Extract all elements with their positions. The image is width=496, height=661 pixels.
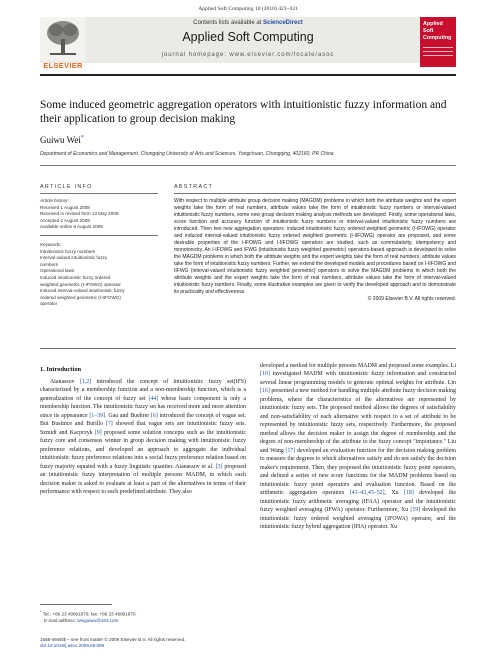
footnote-email-label: E-mail address: — [44, 617, 78, 623]
citation-link[interactable]: [18] — [404, 490, 414, 497]
divider — [40, 235, 158, 236]
cover-title-line: Computing — [423, 35, 452, 41]
body-text: introduced the concept of vague set. But Bustince and Burillo — [40, 412, 247, 428]
footnote-marker: * — [40, 610, 42, 614]
affiliation: Department of Economics and Management, Chongqing University of Arts and Sciences, Yongchuan, Chongqing, 402160, PR China — [40, 151, 334, 157]
abstract-heading: ABSTRACT — [174, 184, 214, 190]
body-text: presented a new method for handling multiple attribute fuzzy decision making problems, where the characteristics of the alternatives are represented by intuitionistic fuzzy sets. The proposed method allows the degrees of satisfiability and non-satisfiability of each alternative with respect to a set of attribute to be represented by intuitionistic fuzzy sets, respectively. Furthermore, the proposed method allows the decision maker to assign the degree of membership and the degree of non-membership of the attribute to the fuzzy concept "importance." Liu and Wang — [260, 388, 456, 454]
body-text: proposed an intuitionistic fuzzy interpretation of multiple persons MADM, in which each decision maker is asked to evaluate at least a part of the alternatives in terms of their performance with respect to each predefined attribute. They also — [40, 463, 246, 496]
running-head: Applied Soft Computing 10 (2010) 423–431 — [198, 6, 298, 12]
author-line — [40, 135, 84, 145]
keyword-item: Operational laws — [40, 268, 75, 274]
keyword-item: Interval-valued intuitionistic fuzzy — [40, 255, 108, 261]
citation-link[interactable]: [16] — [260, 388, 270, 395]
keyword-item: weighted geometric (I-IFOWG) operator — [40, 281, 121, 287]
body-text: investigated MADM with intuitionistic fuzzy information and constructed several linear programming models to generate optimal weights for attribute. Lin — [260, 371, 456, 386]
divider — [40, 165, 456, 166]
contents-prefix: Contents lists available at — [193, 20, 263, 26]
body-text: proposed some solution concepts such as the intuitionistic fuzzy core and consensus winner in group decision making with intuitionistic fuzzy preference relations, and developed an approach to aggregate the individual intuitionistic fuzzy preference relations into a social fuzzy preference relation based on fuzzy majority equated with a fuzzy linguistic quantier. Atanassov et al. — [40, 429, 246, 470]
body-text: Atanassov — [50, 379, 80, 385]
article-title: Some induced geometric aggregation operators with intuitionistic fuzzy information and their application to group decision making — [40, 99, 447, 125]
citation-link[interactable]: [10] — [260, 371, 270, 378]
keyword-item: Intuitionistic fuzzy numbers — [40, 248, 96, 254]
article-history — [40, 198, 158, 231]
body-text: introduced the concept of intuitionistic fuzzy set(IFS) characterized by a membership function and a non-membership function, which is a generalization of the concept of fuzzy set — [40, 379, 247, 402]
author-name: Guiwu Wei — [40, 135, 81, 145]
keyword-item: numbers — [40, 261, 58, 267]
keyword-item: Induced interval-valued intuitionistic fuzzy — [40, 288, 125, 294]
body-text: developed the intuitionistic fuzzy ordered weighted averaging (IFOWA) operator, and the intuitionistic fuzzy hybrid aggregation (IHA) operator. Xu — [260, 507, 456, 531]
citation-link[interactable]: [1–39] — [89, 412, 106, 419]
cover-stripe — [423, 47, 453, 48]
body-text: developed the intuitionistic fuzzy arithmetic averaging (IFAA) operator and the intuitionistic fuzzy weighted averaging (IFWA) operator. Furthermore, Xu — [260, 490, 456, 514]
body-text: showed that vague sets are intuitionistic fuzzy sets. Szmidt and Kacprzyk — [40, 421, 246, 436]
footnote — [40, 609, 250, 624]
divider — [40, 348, 456, 349]
keyword-item: operator — [40, 301, 58, 307]
abstract-text: With respect to multiple attribute group decision making (MAGDM) problems in which both the attribute weights and the expert weights take the form of real numbers, attribute values take the form of intuitionistic fuzzy numbers or interval-valued intuitionistic fuzzy numbers, some new group decision making analysis methods are developed. Firstly, some operational laws, score function and accuracy function of intuitionistic fuzzy numbers or interval-valued intuitionistic fuzzy numbers are introduced. Then two new aggregation operators: induced intuitionistic fuzzy ordered weighted geometric (I-IFOWG) operator and induced interval-valued intuitionistic fuzzy ordered weighted geometric (I-IIFOWG) operator are proposed, and some desirable properties of the I-IFOWG and I-IIFOWG operators are studied, such as commutativity, idempotency and monotonicity. An I-IFOWG and IFWG (intuitionistic fuzzy weighted geometric) operators-based approach is developed to solve the MAGDM problems in which both the attribute weights and the expert weights take the form of real numbers, attribute values take the form of intuitionistic fuzzy numbers. Further, we extend the developed models and procedures based on I-IIFOWG and IIFWG (interval-valued intuitionistic fuzzy weighted geometric) operators to solve the MAGDM problems in which both the attribute weights and the expert weights take the form of real numbers, attribute values take the form of interval-valued intuitionistic fuzzy numbers. Finally, some illustrative examples are given to verify the developed approach and to demonstrate its practicality and effectiveness. — [174, 198, 456, 295]
intro-paragraph — [40, 378, 246, 497]
author-email-link[interactable]: weiguiwu@163.com — [77, 617, 119, 623]
section-heading-introduction: 1. Introduction — [40, 366, 82, 373]
citation-link[interactable]: [19] — [410, 507, 421, 514]
header-rule — [40, 74, 456, 76]
history-entry: Received 1 August 2008 — [40, 204, 90, 210]
divider — [174, 193, 456, 194]
citation-link[interactable]: [1,2] — [79, 379, 92, 385]
intro-right-column — [260, 362, 456, 532]
citation-link[interactable]: [9] — [94, 429, 102, 436]
citation-link[interactable]: [7] — [105, 421, 113, 428]
body-text: , Xu — [384, 490, 404, 497]
body-text: developed a method for multiple persons MADM and proposed some examples. Li — [260, 363, 456, 369]
journal-name: Applied Soft Computing — [182, 30, 314, 44]
keyword-item: ordered weighted geometric (I-IIFOWG) — [40, 294, 121, 300]
keywords-block — [40, 242, 158, 308]
divider — [40, 193, 158, 194]
citation-link[interactable]: [6] — [150, 412, 158, 419]
issn-block — [40, 637, 300, 649]
footnote-rule — [40, 604, 112, 605]
citation-link[interactable]: [17] — [285, 447, 296, 454]
footnote-tel — [40, 609, 250, 618]
citation-link[interactable]: [41–43,45–52] — [349, 490, 385, 497]
issn-line: 1568-4946/$ – see front matter © 2009 Elsevier B.V. All rights reserved. — [40, 637, 186, 642]
cover-title-line: Soft — [423, 28, 434, 34]
elsevier-wordmark: ELSEVIER — [43, 61, 83, 70]
body-text: whose basic component is only a membership function. The intuitionistic fuzzy set has received more and more attention since its appearance — [40, 395, 247, 419]
footnote-tel-text: Tel.: +86 23 49891870; fax: +86 23 49891870. — [42, 611, 137, 617]
intro-paragraph-continued — [260, 363, 456, 530]
sciencedirect-link[interactable]: ScienceDirect — [263, 20, 303, 26]
keyword-item: Induced intuitionistic fuzzy ordered — [40, 274, 111, 280]
abstract-copyright: © 2009 Elsevier B.V. All rights reserved. — [367, 296, 456, 302]
citation-link[interactable]: [44] — [148, 395, 159, 402]
journal-homepage[interactable]: journal homepage: www.elsevier.com/locate/asoc — [161, 52, 335, 58]
history-entry: Accepted 2 August 2009 — [40, 217, 90, 223]
cover-title-line: Applied — [423, 21, 443, 27]
history-entry: Received in revised form 13 May 2009 — [40, 211, 119, 217]
body-text: developed an evaluation function for the decision making problem to measure the degrees to which alternatives satisfy and do not satisfy the decision maker's requirement. Then, they proposed the intuitionistic fuzzy point operators, and defined a series of new score functions for the MADM problems based on intuitionistic fuzzy point operators and evaluation function. Based on the arithmetic aggregation operators — [260, 447, 457, 497]
intro-left-column — [40, 378, 246, 497]
citation-link[interactable]: [3] — [215, 463, 223, 470]
article-info-heading: ARTICLE INFO — [40, 184, 93, 190]
keywords-label: Keywords: — [40, 242, 62, 247]
author-footnote-marker[interactable]: * — [80, 135, 84, 141]
abstract-body — [174, 198, 456, 303]
history-label: Article history: — [40, 198, 69, 203]
body-text: . Gau and Buehrer — [105, 412, 151, 419]
history-entry: Available online 8 August 2009 — [40, 224, 103, 230]
doi-link[interactable]: doi:10.1016/j.asoc.2009.08.009 — [40, 643, 105, 648]
cover-stripe — [423, 51, 453, 52]
cover-stripe — [423, 55, 453, 56]
journal-cover-thumbnail — [420, 17, 456, 67]
footnote-email — [40, 618, 250, 624]
